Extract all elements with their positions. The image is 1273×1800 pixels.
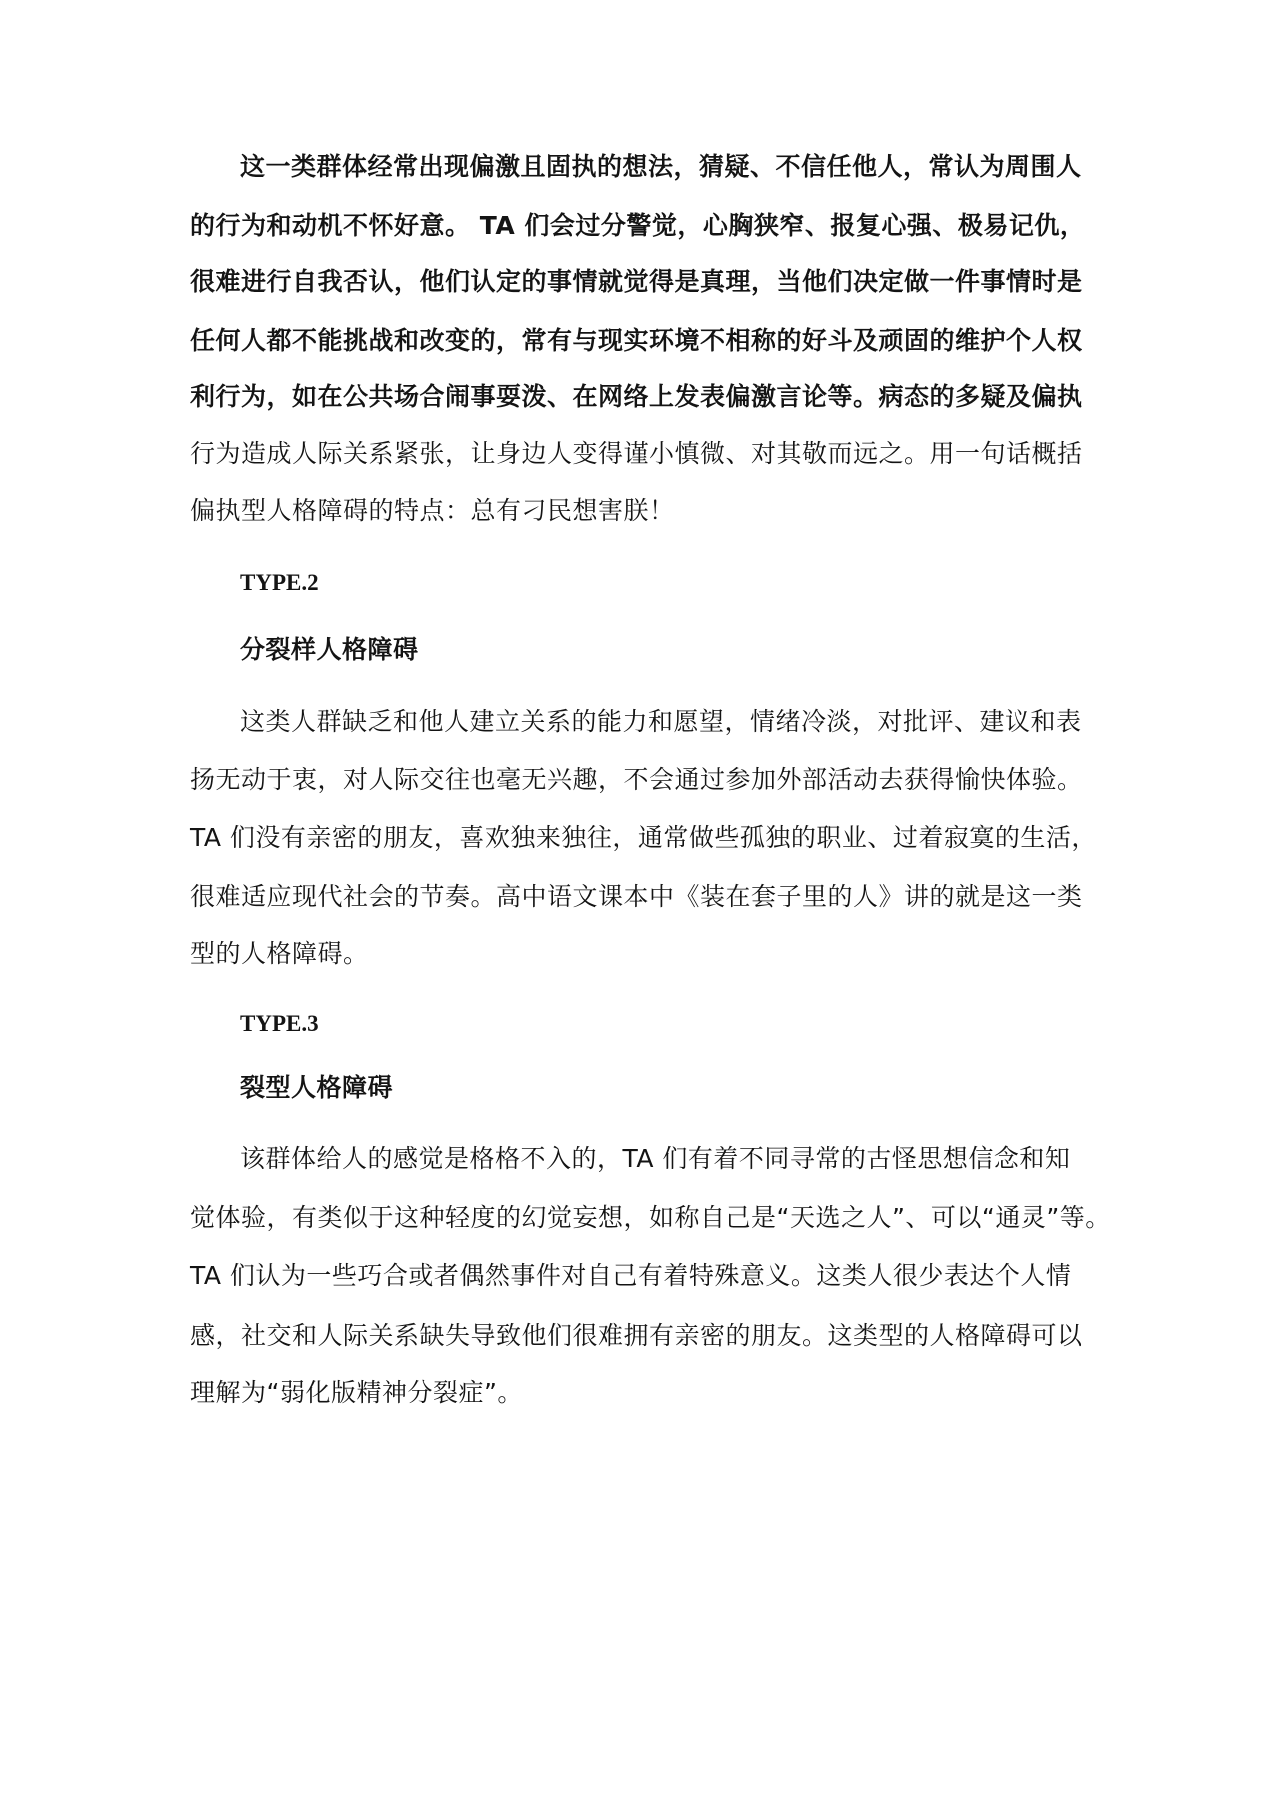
paragraph-line: 这类人群缺乏和他人建立关系的能力和愿望，情绪冷淡，对批评、建议和表 (240, 707, 1082, 736)
paragraph-line: TA 们没有亲密的朋友，喜欢独来独往，通常做些孤独的职业、过着寂寞的生活， (190, 823, 1097, 852)
paragraph-line: 很难适应现代社会的节奏。高中语文课本中《装在套子里的人》讲的就是这一类 (190, 882, 1083, 911)
paragraph-line: 任何人都不能挑战和改变的，常有与现实环境不相称的好斗及顽固的维护个人权 (190, 326, 1083, 355)
type-label: TYPE.2 (240, 570, 319, 595)
paragraph-line: 该群体给人的感觉是格格不入的，TA 们有着不同寻常的古怪思想信念和知 (240, 1144, 1071, 1173)
paragraph-line: 感，社交和人际关系缺失导致他们很难拥有亲密的朋友。这类型的人格障碍可以 (190, 1321, 1083, 1350)
paragraph-line: 型的人格障碍。 (190, 939, 369, 968)
section-heading: 裂型人格障碍 (240, 1073, 394, 1102)
paragraph-line: 偏执型人格障碍的特点：总有刁民想害朕！ (190, 496, 675, 525)
paragraph-line: 利行为，如在公共场合闹事耍泼、在网络上发表偏激言论等。病态的多疑及偏执 (190, 382, 1083, 411)
type-label: TYPE.3 (240, 1011, 319, 1036)
paragraph-line: 理解为“弱化版精神分裂症”。 (190, 1378, 523, 1407)
paragraph-line: TA 们认为一些巧合或者偶然事件对自己有着特殊意义。这类人很少表达个人情 (190, 1261, 1072, 1290)
paragraph-line: 觉体验，有类似于这种轻度的幻觉妄想，如称自己是“天选之人”、可以“通灵”等。 (190, 1203, 1111, 1232)
section-heading: 分裂样人格障碍 (240, 635, 419, 664)
paragraph-line: 行为造成人际关系紧张，让身边人变得谨小慎微、对其敬而远之。用一句话概括 (190, 439, 1083, 468)
paragraph-line: 扬无动于衷，对人际交往也毫无兴趣，不会通过参加外部活动去获得愉快体验。 (190, 765, 1083, 794)
paragraph-line: 的行为和动机不怀好意。 TA 们会过分警觉，心胸狭窄、报复心强、极易记仇， (190, 211, 1086, 240)
paragraph-line: 很难进行自我否认，他们认定的事情就觉得是真理，当他们决定做一件事情时是 (190, 267, 1083, 296)
paragraph-line: 这一类群体经常出现偏激且固执的想法，猜疑、不信任他人，常认为周围人 (240, 152, 1082, 181)
